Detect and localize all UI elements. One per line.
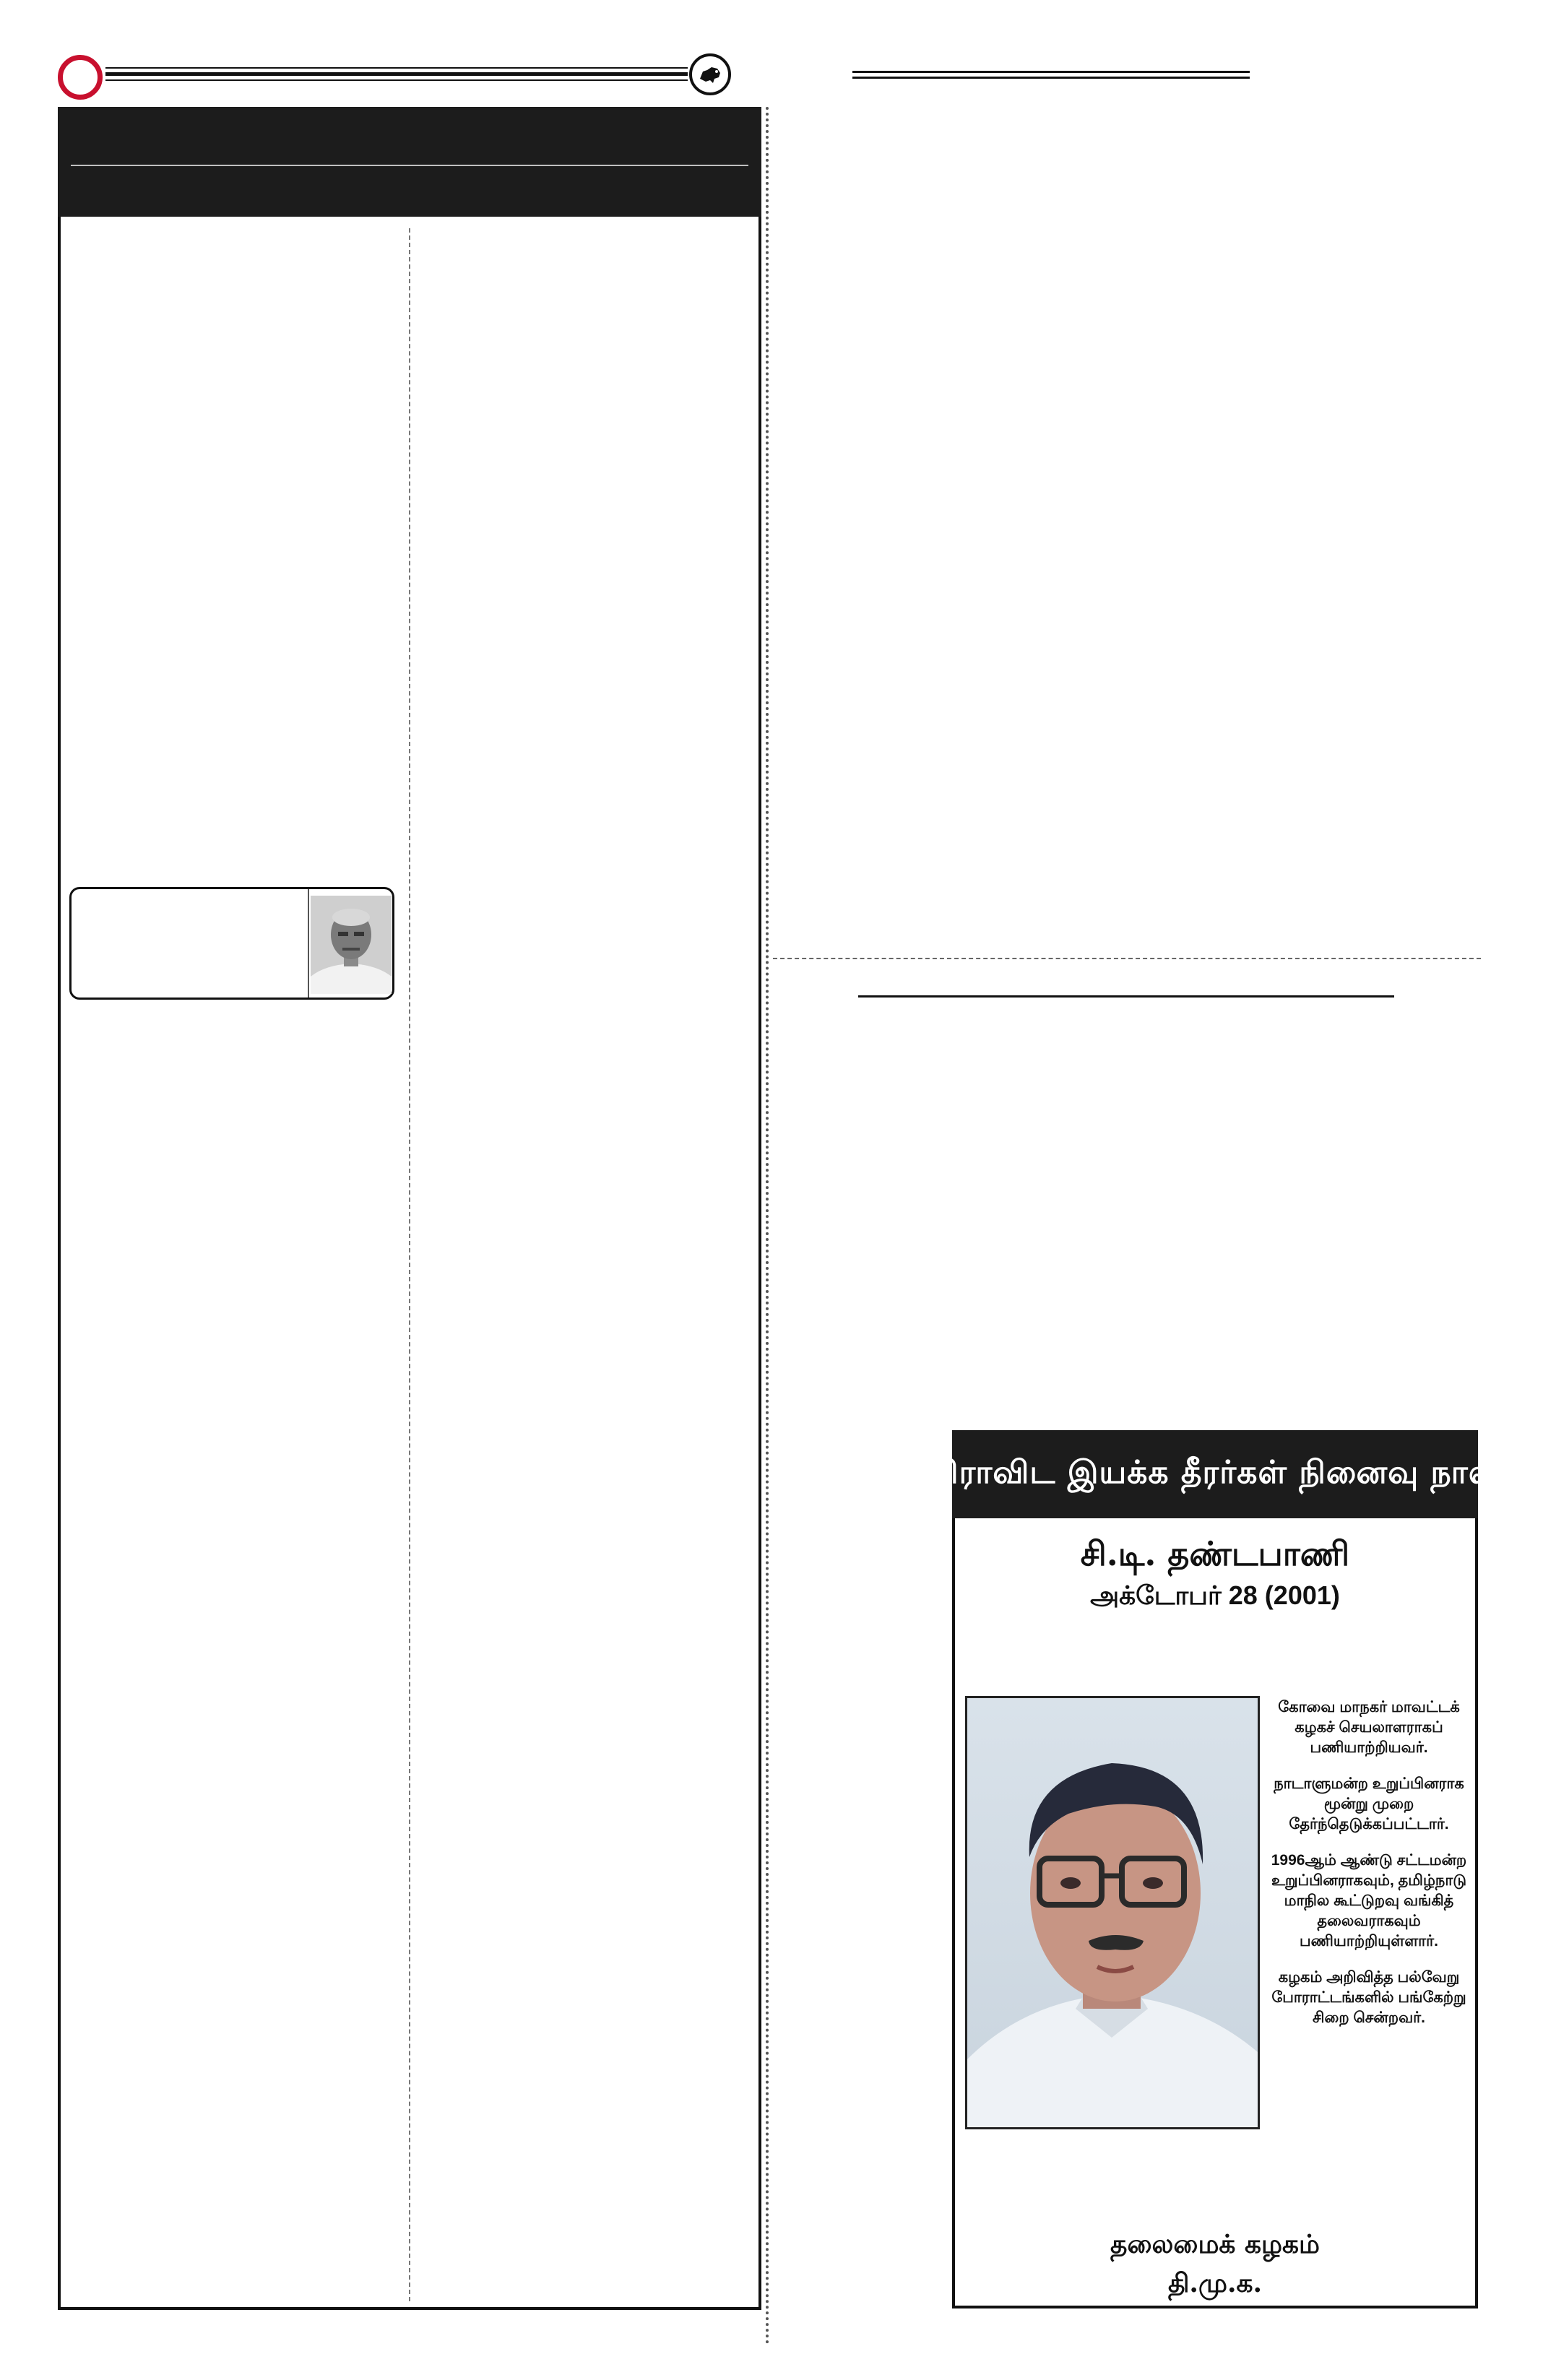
memorial-date: அக்டோபர் 28 (2001) bbox=[1090, 1580, 1340, 1610]
memorial-bio-line: நாடாளுமன்ற உறுப்பினராக மூன்று முறை தேர்ந்தெடுக்கப்பட்டார். bbox=[1274, 1775, 1464, 1832]
masthead-rule-top bbox=[105, 67, 688, 69]
memorial-party: தி.மு.க. bbox=[1167, 2268, 1263, 2298]
masthead-rule-thick bbox=[105, 72, 688, 76]
party-emblem-icon bbox=[689, 53, 731, 95]
right-column-rule-top bbox=[852, 71, 1250, 73]
left-article-header-band bbox=[58, 107, 761, 217]
memorial-issuer: தலைமைக் கழகம் bbox=[1110, 2229, 1320, 2259]
page-marker-circle bbox=[58, 55, 103, 100]
author-box-divider bbox=[308, 889, 309, 998]
masthead-rule-bottom bbox=[105, 79, 688, 81]
memorial-biography bbox=[1264, 1697, 1474, 2044]
memorial-footer bbox=[952, 2225, 1478, 2303]
memorial-header-band bbox=[932, 1430, 1498, 1518]
memorial-person-name: சி.டி. தண்டபாணி bbox=[1080, 1534, 1350, 1573]
right-column-rule-bottom bbox=[852, 77, 1250, 79]
memorial-title: திராவிட இயக்க தீரர்கள் நினைவு நாள் bbox=[932, 1453, 1498, 1491]
memorial-portrait bbox=[965, 1696, 1260, 2129]
right-section-heading-rule bbox=[858, 995, 1394, 998]
author-photo bbox=[311, 896, 392, 994]
left-article-header-divider bbox=[71, 165, 748, 166]
right-section-separator bbox=[773, 958, 1481, 959]
page-column-divider bbox=[766, 107, 769, 2346]
memorial-bio-line: கழகம் அறிவித்த பல்வேறு போராட்டங்களில் பங்கேற்று சிறை சென்றவர். bbox=[1271, 1969, 1466, 2026]
memorial-bio-line: 1996ஆம் ஆண்டு சட்டமன்ற உறுப்பினராகவும், தமிழ்நாடு மாநில கூட்டுறவு வங்கித் தலைவராகவும் பணியாற்றியுள்ளார். bbox=[1271, 1852, 1467, 1950]
left-article-column-divider bbox=[409, 228, 410, 2301]
memorial-bio-line: கோவை மாநகர் மாவட்டக் கழகச் செயலாளராகப் பணியாற்றியவர். bbox=[1278, 1699, 1460, 1756]
